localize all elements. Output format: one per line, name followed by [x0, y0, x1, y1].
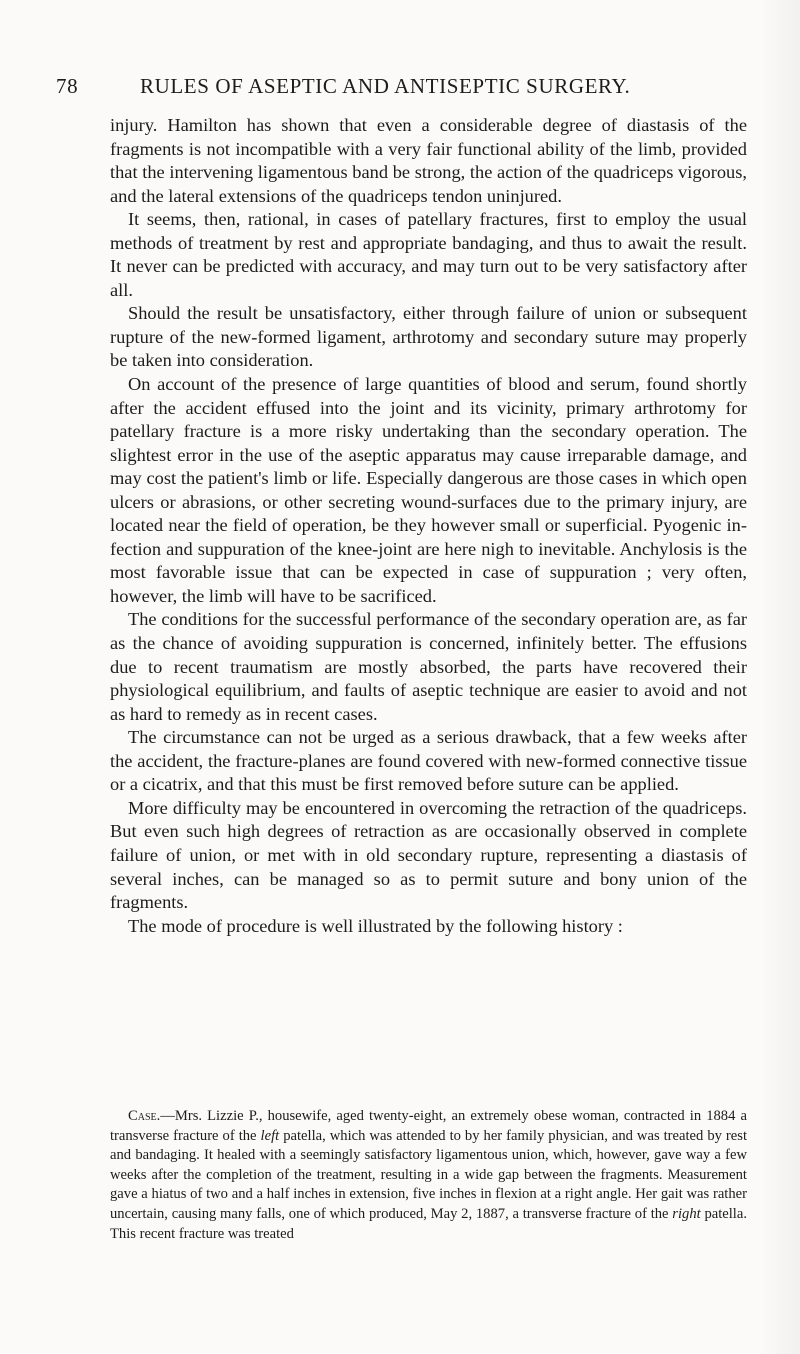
body-text: [110, 114, 747, 938]
case-paragraph: [110, 1107, 747, 1244]
paragraph-1: injury. Hamilton has shown that even a considerable degree of diastasis of the fragments is not incompatible with a very fair functional ability of the limb, provided that the intervening ligamentous band be strong, the action of the quadriceps vigorous, and the lateral extensions of the quadriceps tendon uninjured.: [110, 115, 747, 206]
page-edge-shadow: [760, 0, 800, 1354]
case-history: [110, 1107, 747, 1244]
paragraph-5: The conditions for the successful performance of the secondary operation are, as far as the chance of avoiding suppuration is concerned, infinitely better. The effusions due to recent traumatism are mostly absorbed, the parts have recovered their physiological equilibrium, and faults of aseptic technique are easier to avoid and not as hard to remedy as in recent cases.: [110, 609, 747, 724]
paragraph-4: On account of the presence of large quantities of blood and serum, found shortly after the accident effused into the joint and its vicinity, primary arthrotomy for patellary fracture is a more risky undertaking than the secondary operation. The slightest error in the use of the aseptic apparatus may cause irreparable damage, and may cost the patient's limb or life. Especially dangerous are those cases in which open ulcers or abrasions, or other secreting wound-surfaces due to the primary injury, are located near the field of operation, be they however small or superficial. Pyogenic infection and suppuration of the knee-joint are here nigh to inevitable. Anchylosis is the most favorable issue that can be expected in case of suppuration ; very often, however, the limb will have to be sacrificed.: [110, 374, 747, 606]
case-right-word: right: [672, 1205, 701, 1222]
case-text-part-3: patella. This recent fracture was treated: [110, 1205, 747, 1242]
case-left-word: left: [260, 1127, 280, 1144]
paragraph-3: Should the result be unsatisfactory, either through failure of union or subsequent rupture of the new-formed ligament, arthrotomy and secondary suture may properly be taken into consideration.: [110, 303, 747, 371]
running-title: RULES OF ASEPTIC AND ANTISEPTIC SURGERY.: [140, 74, 631, 98]
paragraph-8: The mode of procedure is well illustrated by the following history :: [128, 915, 623, 936]
case-label: Case.: [128, 1108, 161, 1124]
case-text-part-2: patella, which was attended to by her family physician, and was treated by rest and bandaging. It healed with a seemingly satisfactory ligamentous union, which, however, gave way a few weeks after the completion of the treatment, resulting in a wide gap between the fragments. Measurement gave a hiatus of two and a half inches in extension, five inches in flexion at a right angle. Her gait was rather uncertain, causing many falls, one of which produced, May 2, 1887, a transverse fracture of the: [110, 1127, 748, 1222]
page-number: 78: [56, 74, 79, 98]
running-head: [56, 74, 746, 100]
paragraph-7: More difficulty may be encountered in overcoming the retraction of the quadriceps. But even such high degrees of retraction as are occasionally observed in complete failure of union, or met with in old secondary rupture, representing a diastasis of several inches, can be managed so as to permit suture and bony union of the fragments.: [110, 797, 747, 913]
paragraph-6: The circumstance can not be urged as a serious drawback, that a few weeks after the accident, the fracture-planes are found covered with new-formed connective tissue or a cicatrix, and that this must be first removed before suture can be applied.: [110, 727, 747, 795]
case-text-part-1: —Mrs. Lizzie P., housewife, aged twenty-eight, an extremely obese woman, contracted in 1884 a transverse fracture of the: [110, 1108, 747, 1144]
paragraph-2: It seems, then, rational, in cases of patellary fractures, first to employ the usual methods of treatment by rest and appropriate bandaging, and thus to await the result. It never can be predicted with accuracy, and may turn out to be very satisfactory after all.: [110, 209, 747, 300]
